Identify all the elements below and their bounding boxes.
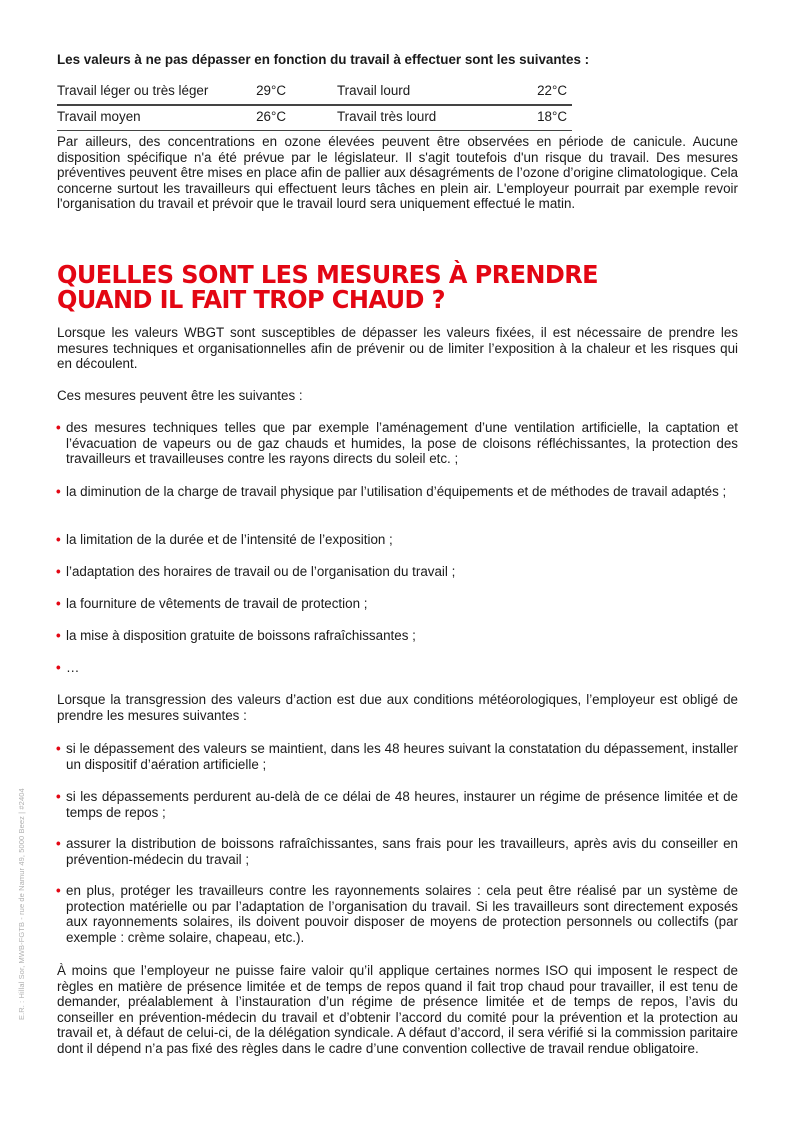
weather-lead: Lorsque la transgression des valeurs d’action est due aux conditions météorologiques, l’employeur est obligé de prendre les mesures suivantes : bbox=[57, 692, 738, 723]
limit-value: 29°C bbox=[256, 83, 286, 98]
bullet-icon: • bbox=[56, 420, 61, 435]
list-item: • l’adaptation des horaires de travail ou de l’organisation du travail ; bbox=[56, 564, 456, 579]
section-title-line: QUELLES SONT LES MESURES À PRENDRE bbox=[57, 260, 599, 289]
limit-label: Travail moyen bbox=[57, 109, 141, 124]
section-title-line: QUAND IL FAIT TROP CHAUD ? bbox=[57, 285, 445, 314]
list-item: • assurer la distribution de boissons rafraîchissantes, sans frais pour les travailleurs, après avis du conseiller en prévention-médecin du travail ; bbox=[56, 836, 738, 867]
list-item: • si les dépassements perdurent au-delà de ce délai de 48 heures, instaurer un régime de présence limitée et de temps de repos ; bbox=[56, 789, 738, 820]
list-item: • la fourniture de vêtements de travail de protection ; bbox=[56, 596, 368, 611]
closing-paragraph: À moins que l’employeur ne puisse faire valoir qu’il applique certaines normes ISO qui imposent le respect de règles en matière de présence limitée et de temps de repos quand il fait trop chaud pour travailler, il est tenu de demander, préalablement à l’instauration d’un régime de présence limitée et de temps de repos, l’avis du conseiller en prévention-médecin du travail et d’obtenir l’accord du comité pour la prévention et la protection au travail et, à défaut de celui-ci, de la délégation syndicale. A défaut d’accord, il sera vérifié si la commission paritaire dont il dépend n’a pas fixé des règles dans le cadre d’une convention collective de travail rendue obligatoire. bbox=[57, 963, 738, 1056]
ozone-paragraph: Par ailleurs, des concentrations en ozone élevées peuvent être observées en période de canicule. Aucune disposition spécifique n'a été prévue par le législateur. Il s'agit toutefois d'un risque du travail. Des mesures préventives peuvent être mises en place afin de pallier aux désagréments de l’ozone d’origine climatologique. Cela concerne surtout les travailleurs qui effectuent leurs tâches en plein air. L'employeur pourrait par exemple revoir l'organisation du travail et prévoir que le travail lourd sera uniquement effectué le matin. bbox=[57, 134, 738, 212]
intro-paragraph: Lorsque les valeurs WBGT sont susceptibles de dépasser les valeurs fixées, il est nécessaire de prendre les mesures techniques et organisationnelles afin de prévenir ou de limiter l’exposition à la chaleur et les risques qui en découlent. bbox=[57, 325, 738, 372]
section-title bbox=[57, 262, 598, 312]
limits-heading: Les valeurs à ne pas dépasser en fonction du travail à effectuer sont les suivantes : bbox=[57, 52, 590, 67]
measures-lead: Ces mesures peuvent être les suivantes : bbox=[57, 388, 303, 403]
list-item: • la limitation de la durée et de l’intensité de l’exposition ; bbox=[56, 532, 393, 547]
limit-label: Travail léger ou très léger bbox=[57, 83, 209, 98]
bullet-icon: • bbox=[56, 789, 61, 804]
bullet-icon: • bbox=[56, 564, 61, 579]
bullet-icon: • bbox=[56, 532, 61, 547]
bullet-icon: • bbox=[56, 628, 61, 643]
bullet-icon: • bbox=[56, 660, 61, 675]
bullet-icon: • bbox=[56, 883, 61, 898]
list-item: • en plus, protéger les travailleurs contre les rayonnements solaires : cela peut être réalisé par un système de protection matérielle ou par l’adaptation de l’organisation du travail. Si les travailleurs sont directement exposés aux rayonnements solaires, ils doivent pouvoir disposer de moyens de protection personnels ou collectifs (par exemple : crème solaire, chapeau, etc.). bbox=[56, 883, 738, 945]
limit-label: Travail très lourd bbox=[337, 109, 437, 124]
limit-value: 26°C bbox=[256, 109, 286, 124]
table-row bbox=[57, 105, 572, 130]
list-item: • la mise à disposition gratuite de boissons rafraîchissantes ; bbox=[56, 628, 416, 643]
limit-value: 18°C bbox=[537, 109, 567, 124]
table-row bbox=[57, 80, 572, 105]
publisher-note: E.R. : Hillal Sor, MWB-FGTB - rue de Namur 49, 5000 Beez | #2404 bbox=[17, 788, 26, 1020]
list-item: • des mesures techniques telles que par exemple l’aménagement d’une ventilation artificielle, la captation et l’évacuation de vapeurs ou de gaz chauds et humides, la pose de cloisons réfléchissantes, la protection des travailleurs et travailleuses contre les rayons directs du soleil etc. ; bbox=[56, 420, 738, 467]
list-item: • si le dépassement des valeurs se maintient, dans les 48 heures suivant la constatation du dépassement, installer un dispositif d’aération artificielle ; bbox=[56, 741, 738, 772]
list-item: • la diminution de la charge de travail physique par l’utilisation d’équipements et de méthodes de travail adaptés ; bbox=[56, 484, 727, 499]
list-item: • … bbox=[56, 660, 80, 675]
limit-label: Travail lourd bbox=[337, 83, 411, 98]
limits-table bbox=[57, 80, 572, 130]
bullet-icon: • bbox=[56, 596, 61, 611]
limit-value: 22°C bbox=[537, 83, 567, 98]
bullet-icon: • bbox=[56, 741, 61, 756]
bullet-icon: • bbox=[56, 484, 61, 499]
bullet-icon: • bbox=[56, 836, 61, 851]
